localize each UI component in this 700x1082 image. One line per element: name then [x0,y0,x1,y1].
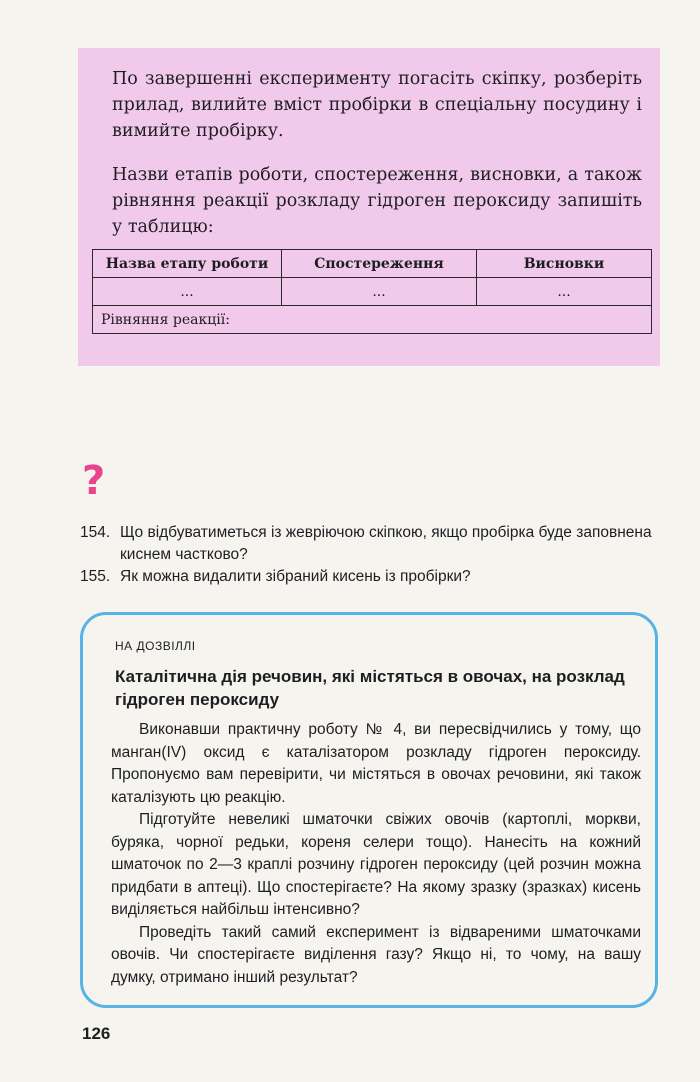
table-cell: ... [93,278,282,306]
table-header-row [93,250,652,278]
leisure-box-title: Каталітична дія речовин, які містяться в овочах, на розклад гідроген пероксиду [115,667,625,709]
table-equation-row [93,306,652,334]
table-header-stage: Назва етапу роботи [93,250,282,278]
experiment-instructions-box [78,48,660,366]
page-number: 126 [82,1024,111,1043]
instruction-paragraph-2: Назви етапів роботи, спостереження, висновки, а також рівняння реакції розкладу гідроген пероксиду запишіть у таблицю: [112,165,642,237]
question-number: 155. [80,568,111,585]
leisure-box-label: НА ДОЗВІЛЛІ [115,639,196,653]
question-mark-icon: ? [82,458,106,504]
question-number: 154. [80,524,111,541]
table-cell: ... [477,278,652,306]
leisure-paragraph-2: Підготуйте невеликі шматочки свіжих овочів (картоплі, моркви, буряка, чорної редьки, кореня селери тощо). Нанесіть на кожний шматочок по 2—3 краплі розчину гідроген пероксиду (цей розчин можна придбати в аптеці). Що спостерігаєте? На якому зразку (зразках) кисень виділяється найбільш інтенсивно? [111,811,641,918]
list-item [80,522,666,566]
leisure-paragraph-1: Виконавши практичну роботу № 4, ви пересвідчились у тому, що манган(IV) оксид є каталізатором розкладу гідроген пероксиду. Пропонуємо вам перевірити, чи містяться в овочах речовини, які також каталізують цю реакцію. [111,721,641,806]
table-row [93,278,652,306]
question-text: Як можна видалити зібраний кисень із пробірки? [120,568,471,585]
equation-label: Рівняння реакції: [93,306,652,334]
leisure-paragraph-3: Проведіть такий самий експеримент із відвареними шматочками овочів. Чи спостерігаєте виділення газу? Якщо ні, то чому, на вашу думку, отримано інший результат? [111,923,641,986]
results-table [92,249,652,334]
table-cell: ... [282,278,477,306]
question-text: Що відбуватиметься із жевріючою скіпкою, якщо пробірка буде заповнена киснем частково? [120,524,652,563]
list-item [80,566,666,588]
table-header-observations: Спостереження [282,250,477,278]
instruction-paragraph-1: По завершенні експерименту погасіть скіпку, розберіть прилад, вилийте вміст пробірки в спеціальну посудину і вимийте пробірку. [112,69,642,141]
questions-list [80,522,666,588]
leisure-box [80,612,658,1008]
table-header-conclusions: Висновки [477,250,652,278]
